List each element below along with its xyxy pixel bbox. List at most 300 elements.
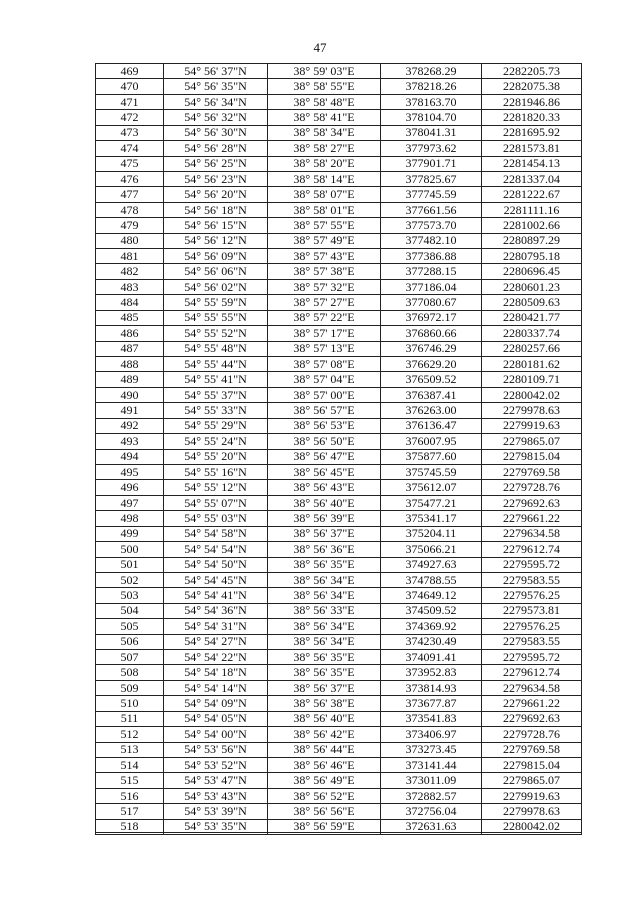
x-coordinate-cell: 374927.63 (381, 557, 482, 572)
latitude-cell: 54° 56' 20"N (164, 187, 268, 202)
table-row (96, 249, 582, 264)
longitude-cell: 38° 56' 46"E (268, 757, 381, 772)
latitude-cell: 54° 54' 58"N (164, 526, 268, 541)
latitude-cell: 54° 56' 35"N (164, 79, 268, 94)
latitude-cell: 54° 56' 12"N (164, 233, 268, 248)
table-row (96, 187, 582, 202)
y-coordinate-cell: 2279978.63 (482, 403, 582, 418)
latitude-cell: 54° 53' 43"N (164, 788, 268, 803)
latitude-cell: 54° 55' 52"N (164, 326, 268, 341)
table-row (96, 279, 582, 294)
point-number-cell: 497 (96, 495, 164, 510)
latitude-cell: 54° 55' 41"N (164, 372, 268, 387)
table-row (96, 233, 582, 248)
x-coordinate-cell: 373141.44 (381, 757, 482, 772)
y-coordinate-cell: 2281820.33 (482, 110, 582, 125)
point-number-cell: 515 (96, 773, 164, 788)
longitude-cell: 38° 56' 39"E (268, 511, 381, 526)
x-coordinate-cell: 377080.67 (381, 295, 482, 310)
y-coordinate-cell: 2279576.25 (482, 619, 582, 634)
x-coordinate-cell: 373814.93 (381, 680, 482, 695)
table-row (96, 449, 582, 464)
y-coordinate-cell: 2279978.63 (482, 804, 582, 819)
y-coordinate-cell: 2281111.16 (482, 202, 582, 217)
point-number-cell: 487 (96, 341, 164, 356)
table-row (96, 264, 582, 279)
point-number-cell: 495 (96, 464, 164, 479)
x-coordinate-cell: 372756.04 (381, 804, 482, 819)
point-number-cell: 510 (96, 696, 164, 711)
table-row (96, 357, 582, 372)
latitude-cell: 54° 56' 28"N (164, 141, 268, 156)
x-coordinate-cell: 376136.47 (381, 418, 482, 433)
latitude-cell: 54° 55' 55"N (164, 310, 268, 325)
longitude-cell: 38° 58' 14"E (268, 171, 381, 186)
longitude-cell: 38° 58' 41"E (268, 110, 381, 125)
x-coordinate-cell: 374091.41 (381, 650, 482, 665)
longitude-cell: 38° 57' 13"E (268, 341, 381, 356)
latitude-cell: 54° 56' 09"N (164, 249, 268, 264)
longitude-cell: 38° 56' 50"E (268, 434, 381, 449)
y-coordinate-cell: 2279769.58 (482, 742, 582, 757)
point-number-cell: 484 (96, 295, 164, 310)
latitude-cell: 54° 55' 59"N (164, 295, 268, 310)
table-row (96, 727, 582, 742)
x-coordinate-cell: 373677.87 (381, 696, 482, 711)
longitude-cell: 38° 56' 57"E (268, 403, 381, 418)
point-number-cell: 492 (96, 418, 164, 433)
point-number-cell: 517 (96, 804, 164, 819)
point-number-cell: 512 (96, 727, 164, 742)
y-coordinate-cell: 2279919.63 (482, 788, 582, 803)
point-number-cell: 486 (96, 326, 164, 341)
point-number-cell: 507 (96, 650, 164, 665)
latitude-cell: 54° 56' 15"N (164, 218, 268, 233)
table-row (96, 372, 582, 387)
y-coordinate-cell: 2279815.04 (482, 449, 582, 464)
y-coordinate-cell: 2279634.58 (482, 680, 582, 695)
x-coordinate-cell: 375066.21 (381, 542, 482, 557)
point-number-cell: 475 (96, 156, 164, 171)
y-coordinate-cell: 2281337.04 (482, 171, 582, 186)
x-coordinate-cell: 377661.56 (381, 202, 482, 217)
latitude-cell: 54° 54' 45"N (164, 572, 268, 587)
y-coordinate-cell: 2280042.02 (482, 387, 582, 402)
y-coordinate-cell: 2280181.62 (482, 357, 582, 372)
x-coordinate-cell: 377973.62 (381, 141, 482, 156)
table-row (96, 526, 582, 541)
y-coordinate-cell: 2279576.25 (482, 588, 582, 603)
y-coordinate-cell: 2281222.67 (482, 187, 582, 202)
latitude-cell: 54° 54' 22"N (164, 650, 268, 665)
y-coordinate-cell: 2279728.76 (482, 727, 582, 742)
point-number-cell: 509 (96, 680, 164, 695)
latitude-cell: 54° 56' 25"N (164, 156, 268, 171)
y-coordinate-cell: 2280042.02 (482, 819, 582, 834)
longitude-cell: 38° 56' 37"E (268, 680, 381, 695)
longitude-cell: 38° 56' 40"E (268, 495, 381, 510)
point-number-cell: 511 (96, 711, 164, 726)
y-coordinate-cell: 2280337.74 (482, 326, 582, 341)
y-coordinate-cell: 2279595.72 (482, 650, 582, 665)
point-number-cell: 471 (96, 94, 164, 109)
x-coordinate-cell: 374788.55 (381, 572, 482, 587)
x-coordinate-cell: 376509.52 (381, 372, 482, 387)
x-coordinate-cell: 375341.17 (381, 511, 482, 526)
table-row (96, 680, 582, 695)
latitude-cell: 54° 54' 05"N (164, 711, 268, 726)
x-coordinate-cell: 376387.41 (381, 387, 482, 402)
y-coordinate-cell: 2279815.04 (482, 757, 582, 772)
x-coordinate-cell: 376263.00 (381, 403, 482, 418)
y-coordinate-cell: 2281946.86 (482, 94, 582, 109)
y-coordinate-cell: 2280421.77 (482, 310, 582, 325)
y-coordinate-cell: 2280109.71 (482, 372, 582, 387)
table-row (96, 757, 582, 772)
x-coordinate-cell: 376746.29 (381, 341, 482, 356)
table-row (96, 156, 582, 171)
table-row (96, 742, 582, 757)
y-coordinate-cell: 2279865.07 (482, 434, 582, 449)
table-row (96, 634, 582, 649)
latitude-cell: 54° 54' 54"N (164, 542, 268, 557)
point-number-cell: 499 (96, 526, 164, 541)
point-number-cell: 470 (96, 79, 164, 94)
point-number-cell: 504 (96, 603, 164, 618)
point-number-cell: 479 (96, 218, 164, 233)
latitude-cell: 54° 55' 37"N (164, 387, 268, 402)
x-coordinate-cell: 378218.26 (381, 79, 482, 94)
latitude-cell: 54° 54' 00"N (164, 727, 268, 742)
longitude-cell: 38° 56' 33"E (268, 603, 381, 618)
table-row (96, 171, 582, 186)
x-coordinate-cell: 377825.67 (381, 171, 482, 186)
table-row (96, 804, 582, 819)
table-row (96, 495, 582, 510)
y-coordinate-cell: 2279595.72 (482, 557, 582, 572)
longitude-cell: 38° 56' 45"E (268, 464, 381, 479)
point-number-cell: 488 (96, 357, 164, 372)
y-coordinate-cell: 2280696.45 (482, 264, 582, 279)
point-number-cell: 498 (96, 511, 164, 526)
table-row (96, 218, 582, 233)
table-row (96, 511, 582, 526)
table-row (96, 711, 582, 726)
latitude-cell: 54° 56' 34"N (164, 94, 268, 109)
latitude-cell: 54° 55' 16"N (164, 464, 268, 479)
latitude-cell: 54° 54' 41"N (164, 588, 268, 603)
longitude-cell: 38° 57' 27"E (268, 295, 381, 310)
table-row (96, 310, 582, 325)
y-coordinate-cell: 2281002.66 (482, 218, 582, 233)
point-number-cell: 516 (96, 788, 164, 803)
x-coordinate-cell: 377386.88 (381, 249, 482, 264)
table-row (96, 387, 582, 402)
table-row (96, 464, 582, 479)
latitude-cell: 54° 55' 12"N (164, 480, 268, 495)
longitude-cell: 38° 57' 49"E (268, 233, 381, 248)
x-coordinate-cell: 376860.66 (381, 326, 482, 341)
y-coordinate-cell: 2280795.18 (482, 249, 582, 264)
longitude-cell: 38° 58' 01"E (268, 202, 381, 217)
longitude-cell: 38° 56' 37"E (268, 526, 381, 541)
longitude-cell: 38° 56' 34"E (268, 588, 381, 603)
longitude-cell: 38° 56' 34"E (268, 634, 381, 649)
x-coordinate-cell: 375204.11 (381, 526, 482, 541)
x-coordinate-cell: 375745.59 (381, 464, 482, 479)
point-number-cell: 502 (96, 572, 164, 587)
longitude-cell: 38° 57' 00"E (268, 387, 381, 402)
longitude-cell: 38° 58' 27"E (268, 141, 381, 156)
y-coordinate-cell: 2280897.29 (482, 233, 582, 248)
x-coordinate-cell: 373011.09 (381, 773, 482, 788)
y-coordinate-cell: 2282205.73 (482, 64, 582, 79)
x-coordinate-cell: 374369.92 (381, 619, 482, 634)
table-row (96, 403, 582, 418)
longitude-cell: 38° 57' 55"E (268, 218, 381, 233)
longitude-cell: 38° 56' 36"E (268, 542, 381, 557)
point-number-cell: 496 (96, 480, 164, 495)
table-row (96, 588, 582, 603)
y-coordinate-cell: 2279573.81 (482, 603, 582, 618)
x-coordinate-cell: 374649.12 (381, 588, 482, 603)
table-row (96, 542, 582, 557)
x-coordinate-cell: 373541.83 (381, 711, 482, 726)
point-number-cell: 485 (96, 310, 164, 325)
latitude-cell: 54° 53' 35"N (164, 819, 268, 834)
point-number-cell: 514 (96, 757, 164, 772)
point-number-cell: 472 (96, 110, 164, 125)
latitude-cell: 54° 53' 56"N (164, 742, 268, 757)
point-number-cell: 481 (96, 249, 164, 264)
latitude-cell: 54° 54' 50"N (164, 557, 268, 572)
x-coordinate-cell: 373406.97 (381, 727, 482, 742)
page-number: 47 (313, 40, 327, 55)
longitude-cell: 38° 58' 48"E (268, 94, 381, 109)
x-coordinate-cell: 377573.70 (381, 218, 482, 233)
x-coordinate-cell: 377186.04 (381, 279, 482, 294)
latitude-cell: 54° 55' 44"N (164, 357, 268, 372)
x-coordinate-cell: 375612.07 (381, 480, 482, 495)
point-number-cell: 491 (96, 403, 164, 418)
table-row (96, 572, 582, 587)
table-row (96, 665, 582, 680)
latitude-cell: 54° 56' 23"N (164, 171, 268, 186)
longitude-cell: 38° 56' 52"E (268, 788, 381, 803)
latitude-cell: 54° 55' 29"N (164, 418, 268, 433)
point-number-cell: 490 (96, 387, 164, 402)
x-coordinate-cell: 378041.31 (381, 125, 482, 140)
point-number-cell: 483 (96, 279, 164, 294)
latitude-cell: 54° 55' 24"N (164, 434, 268, 449)
table-row (96, 650, 582, 665)
coordinates-table (95, 63, 582, 835)
table-row (96, 202, 582, 217)
longitude-cell: 38° 57' 43"E (268, 249, 381, 264)
longitude-cell: 38° 59' 03"E (268, 64, 381, 79)
longitude-cell: 38° 56' 38"E (268, 696, 381, 711)
y-coordinate-cell: 2279865.07 (482, 773, 582, 788)
latitude-cell: 54° 55' 48"N (164, 341, 268, 356)
latitude-cell: 54° 56' 30"N (164, 125, 268, 140)
table-row (96, 773, 582, 788)
y-coordinate-cell: 2281454.13 (482, 156, 582, 171)
longitude-cell: 38° 56' 56"E (268, 804, 381, 819)
latitude-cell: 54° 55' 20"N (164, 449, 268, 464)
point-number-cell: 508 (96, 665, 164, 680)
longitude-cell: 38° 56' 34"E (268, 619, 381, 634)
y-coordinate-cell: 2279612.74 (482, 665, 582, 680)
y-coordinate-cell: 2279661.22 (482, 696, 582, 711)
y-coordinate-cell: 2280601.23 (482, 279, 582, 294)
y-coordinate-cell: 2279583.55 (482, 572, 582, 587)
point-number-cell: 469 (96, 64, 164, 79)
longitude-cell: 38° 57' 08"E (268, 357, 381, 372)
table-row (96, 94, 582, 109)
table-row (96, 418, 582, 433)
table-row (96, 125, 582, 140)
x-coordinate-cell: 376629.20 (381, 357, 482, 372)
x-coordinate-cell: 377288.15 (381, 264, 482, 279)
point-number-cell: 500 (96, 542, 164, 557)
latitude-cell: 54° 56' 18"N (164, 202, 268, 217)
y-coordinate-cell: 2280509.63 (482, 295, 582, 310)
point-number-cell: 513 (96, 742, 164, 757)
longitude-cell: 38° 56' 42"E (268, 727, 381, 742)
latitude-cell: 54° 55' 07"N (164, 495, 268, 510)
table-row (96, 480, 582, 495)
point-number-cell: 493 (96, 434, 164, 449)
latitude-cell: 54° 56' 06"N (164, 264, 268, 279)
x-coordinate-cell: 375477.21 (381, 495, 482, 510)
latitude-cell: 54° 53' 47"N (164, 773, 268, 788)
point-number-cell: 474 (96, 141, 164, 156)
table-row (96, 64, 582, 79)
point-number-cell: 480 (96, 233, 164, 248)
x-coordinate-cell: 376972.17 (381, 310, 482, 325)
y-coordinate-cell: 2279919.63 (482, 418, 582, 433)
latitude-cell: 54° 56' 02"N (164, 279, 268, 294)
y-coordinate-cell: 2279583.55 (482, 634, 582, 649)
coordinates-table-body (96, 64, 582, 835)
point-number-cell: 501 (96, 557, 164, 572)
latitude-cell: 54° 54' 36"N (164, 603, 268, 618)
point-number-cell: 503 (96, 588, 164, 603)
x-coordinate-cell: 377745.59 (381, 187, 482, 202)
table-row (96, 788, 582, 803)
y-coordinate-cell: 2279612.74 (482, 542, 582, 557)
latitude-cell: 54° 54' 14"N (164, 680, 268, 695)
y-coordinate-cell: 2279634.58 (482, 526, 582, 541)
longitude-cell: 38° 58' 55"E (268, 79, 381, 94)
latitude-cell: 54° 56' 37"N (164, 64, 268, 79)
longitude-cell: 38° 56' 34"E (268, 572, 381, 587)
y-coordinate-cell: 2280257.66 (482, 341, 582, 356)
table-row (96, 434, 582, 449)
point-number-cell: 518 (96, 819, 164, 834)
longitude-cell: 38° 56' 59"E (268, 819, 381, 834)
table-row (96, 603, 582, 618)
longitude-cell: 38° 58' 20"E (268, 156, 381, 171)
table-row (96, 696, 582, 711)
longitude-cell: 38° 57' 17"E (268, 326, 381, 341)
point-number-cell: 476 (96, 171, 164, 186)
table-bottom-rule (95, 832, 581, 833)
y-coordinate-cell: 2281573.81 (482, 141, 582, 156)
y-coordinate-cell: 2279692.63 (482, 711, 582, 726)
table-row (96, 295, 582, 310)
y-coordinate-cell: 2279661.22 (482, 511, 582, 526)
y-coordinate-cell: 2279769.58 (482, 464, 582, 479)
point-number-cell: 482 (96, 264, 164, 279)
latitude-cell: 54° 56' 32"N (164, 110, 268, 125)
point-number-cell: 505 (96, 619, 164, 634)
longitude-cell: 38° 56' 43"E (268, 480, 381, 495)
x-coordinate-cell: 372882.57 (381, 788, 482, 803)
longitude-cell: 38° 57' 38"E (268, 264, 381, 279)
latitude-cell: 54° 53' 52"N (164, 757, 268, 772)
x-coordinate-cell: 378104.70 (381, 110, 482, 125)
longitude-cell: 38° 56' 40"E (268, 711, 381, 726)
latitude-cell: 54° 54' 27"N (164, 634, 268, 649)
x-coordinate-cell: 374509.52 (381, 603, 482, 618)
longitude-cell: 38° 56' 49"E (268, 773, 381, 788)
x-coordinate-cell: 378163.70 (381, 94, 482, 109)
table-row (96, 110, 582, 125)
longitude-cell: 38° 56' 44"E (268, 742, 381, 757)
y-coordinate-cell: 2282075.38 (482, 79, 582, 94)
longitude-cell: 38° 58' 07"E (268, 187, 381, 202)
longitude-cell: 38° 56' 35"E (268, 650, 381, 665)
x-coordinate-cell: 374230.49 (381, 634, 482, 649)
table-row (96, 326, 582, 341)
point-number-cell: 489 (96, 372, 164, 387)
table-row (96, 141, 582, 156)
x-coordinate-cell: 373952.83 (381, 665, 482, 680)
y-coordinate-cell: 2279728.76 (482, 480, 582, 495)
longitude-cell: 38° 57' 04"E (268, 372, 381, 387)
latitude-cell: 54° 54' 31"N (164, 619, 268, 634)
point-number-cell: 494 (96, 449, 164, 464)
x-coordinate-cell: 378268.29 (381, 64, 482, 79)
y-coordinate-cell: 2279692.63 (482, 495, 582, 510)
x-coordinate-cell: 377901.71 (381, 156, 482, 171)
point-number-cell: 506 (96, 634, 164, 649)
latitude-cell: 54° 53' 39"N (164, 804, 268, 819)
longitude-cell: 38° 57' 22"E (268, 310, 381, 325)
longitude-cell: 38° 56' 53"E (268, 418, 381, 433)
x-coordinate-cell: 377482.10 (381, 233, 482, 248)
latitude-cell: 54° 55' 33"N (164, 403, 268, 418)
longitude-cell: 38° 56' 35"E (268, 557, 381, 572)
point-number-cell: 478 (96, 202, 164, 217)
table-row (96, 341, 582, 356)
x-coordinate-cell: 372631.63 (381, 819, 482, 834)
y-coordinate-cell: 2281695.92 (482, 125, 582, 140)
longitude-cell: 38° 58' 34"E (268, 125, 381, 140)
x-coordinate-cell: 373273.45 (381, 742, 482, 757)
longitude-cell: 38° 56' 35"E (268, 665, 381, 680)
longitude-cell: 38° 56' 47"E (268, 449, 381, 464)
point-number-cell: 477 (96, 187, 164, 202)
table-row (96, 619, 582, 634)
latitude-cell: 54° 54' 09"N (164, 696, 268, 711)
table-row (96, 79, 582, 94)
table-row (96, 557, 582, 572)
latitude-cell: 54° 54' 18"N (164, 665, 268, 680)
x-coordinate-cell: 376007.95 (381, 434, 482, 449)
x-coordinate-cell: 375877.60 (381, 449, 482, 464)
